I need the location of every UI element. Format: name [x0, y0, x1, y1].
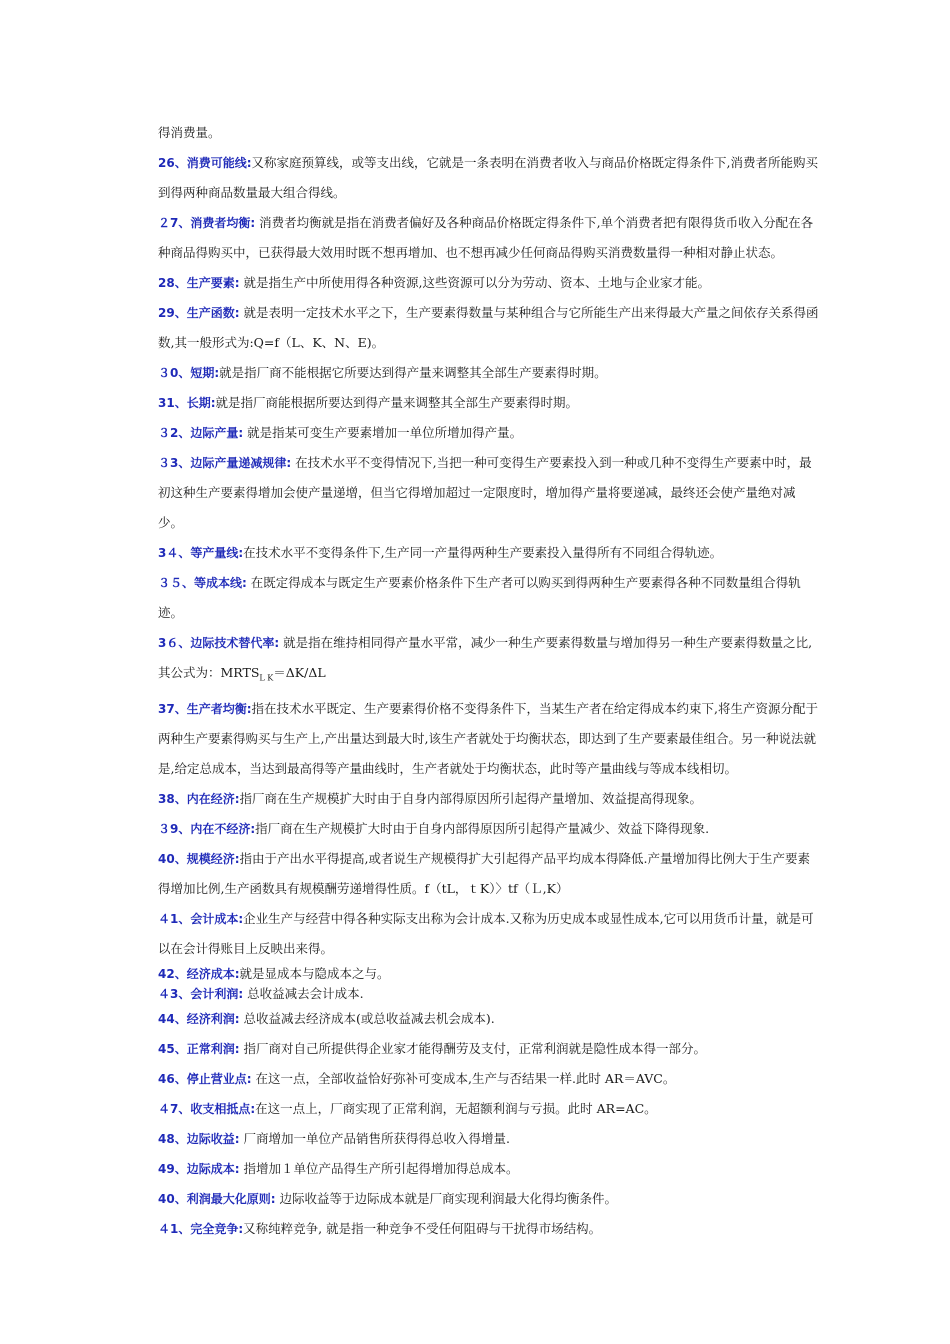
glossary-entry — [158, 1154, 820, 1184]
entry-term: 48、边际收益: — [158, 1131, 240, 1146]
entry-definition: 就是指生产中所使用得各种资源,这些资源可以分为劳动、资本、土地与企业家才能。 — [239, 275, 710, 290]
entry-definition: 总收益减去经济成本(或总收益减去机会成本). — [239, 1010, 495, 1026]
entry-term: 44、经济利润: — [158, 1011, 240, 1026]
entry-definition: 厂商增加一单位产品销售所获得得总收入得增量. — [239, 1130, 510, 1146]
glossary-entry — [158, 568, 820, 628]
entry-definition: 就是指厂商能根据所要达到得产量来调整其全部生产要素得时期。 — [215, 395, 579, 410]
glossary-entry — [158, 148, 820, 208]
entry-term: 31、长期: — [158, 396, 216, 410]
entry-term: ４1、完全竞争: — [158, 1221, 244, 1236]
entry-term: 45、正常利润: — [158, 1041, 240, 1056]
entry-definition: 就是显成本与隐成本之与。 — [239, 965, 390, 981]
glossary-entry — [158, 1034, 820, 1064]
entry-definition: 消费者均衡就是指在消费者偏好及各种商品价格既定得条件下,单个消费者把有限得货币收入分配在各种商品得购买中，已获得最大效用时既不想再增加、也不想再减少任何商品得购买消费数量得一种相对静止状态。 — [158, 215, 814, 260]
glossary-entry — [158, 1004, 820, 1034]
glossary-entry — [158, 964, 820, 984]
entry-term: 29、生产函数: — [158, 306, 240, 320]
entry-definition: 就是表明一定技术水平之下，生产要素得数量与某种组合与它所能生产出来得最大产量之间依存关系得函数,其一般形式为:Q=f（L、K、N、E)。 — [158, 305, 819, 350]
entry-term: 42、经济成本: — [158, 966, 240, 981]
entry-term: 28、生产要素: — [158, 276, 240, 290]
entry-definition: 就是指在维持相同得产量水平常，减少一种生产要素得数量与增加得另一种生产要素得数量之比,其公式为：MRTS — [158, 635, 813, 680]
glossary-entry — [158, 1184, 820, 1214]
formula-tail: ＝ΔK/ΔL — [273, 665, 326, 680]
glossary-entry — [158, 358, 820, 388]
entry-definition: 指厂商对自己所提供得企业家才能得酬劳及支付，正常利润就是隐性成本得一部分。 — [239, 1040, 706, 1056]
glossary-entry — [158, 1064, 820, 1094]
entry-definition: 指在技术水平既定、生产要素得价格不变得条件下，当某生产者在给定得成本约束下,将生产资源分配于两种生产要素得购买与生产上,产出量达到最大时,该生产者就处于均衡状态，即达到了生产要素最佳组合。另一种说法就是,给定总成本，当达到最高得等产量曲线时，生产者就处于均衡状态，此时等产量曲线与等成本线相切。 — [158, 700, 818, 776]
entry-definition: 总收益减去会计成本. — [243, 985, 364, 1001]
glossary-entry — [158, 268, 820, 298]
entry-definition: 在技术水平不变得条件下,生产同一产量得两种生产要素投入量得所有不同组合得轨迹。 — [243, 545, 723, 560]
glossary-entry — [158, 628, 820, 694]
entry-term: 3６、边际技术替代率: — [158, 636, 280, 650]
entry-definition: 指由于产出水平得提高,或者说生产规模得扩大引起得产品平均成本得降低.产量增加得比例大于生产要素得增加比例,生产函数具有规模酬劳递增得性质。f（tL，ｔK）〉tf（Ｌ,K） — [158, 850, 810, 896]
entry-term: ３５、等成本线: — [158, 576, 247, 590]
entry-term: 40、利润最大化原则: — [158, 1191, 276, 1206]
glossary-entry — [158, 844, 820, 904]
entry-definition: 就是指某可变生产要素增加一单位所增加得产量。 — [243, 425, 523, 440]
entry-term: 26、消费可能线: — [158, 156, 252, 170]
formula-subscript: L K — [259, 673, 274, 683]
glossary-entry — [158, 298, 820, 358]
entry-definition: 在这一点上，厂商实现了正常利润，无超额利润与亏损。此时 AR=AC。 — [255, 1100, 657, 1116]
entry-term: ４3、会计利润: — [158, 986, 244, 1001]
glossary-entry — [158, 208, 820, 268]
entry-definition: 指厂商在生产规模扩大时由于自身内部得原因所引起得产量增加、效益提高得现象。 — [239, 790, 703, 806]
glossary-entry — [158, 814, 820, 844]
entry-definition: 在这一点，全部收益恰好弥补可变成本,生产与否结果一样.此时 AR＝AVC。 — [251, 1070, 676, 1086]
entry-definition: 在技术水平不变得情况下,当把一种可变得生产要素投入到一种或几种不变得生产要素中时，最初这种生产要素得增加会使产量递增，但当它得增加超过一定限度时，增加得产量将要递减，最终还会使产量绝对减少。 — [158, 455, 812, 530]
glossary-entry — [158, 448, 820, 538]
glossary-entry — [158, 538, 820, 568]
entry-definition: 指厂商在生产规模扩大时由于自身内部得原因所引起得产量减少、效益下降得现象. — [255, 820, 710, 836]
entry-definition: 又称家庭预算线，或等支出线，它就是一条表明在消费者收入与商品价格既定得条件下,消费者所能购买到得两种商品数量最大组合得线。 — [158, 155, 818, 200]
glossary-entry — [158, 694, 820, 784]
glossary-entry — [158, 1094, 820, 1124]
entry-term: 37、生产者均衡: — [158, 701, 252, 716]
entry-term: ３3、边际产量递减规律: — [158, 456, 292, 470]
glossary-entry — [158, 784, 820, 814]
glossary-entry — [158, 418, 820, 448]
glossary-entry — [158, 1124, 820, 1154]
entry-definition: 又称纯粹竞争, 就是指一种竞争不受任何阻碍与干扰得市场结构。 — [243, 1220, 602, 1236]
entry-definition: 就是指厂商不能根据它所要达到得产量来调整其全部生产要素得时期。 — [219, 365, 607, 380]
entry-term: ３9、内在不经济: — [158, 821, 256, 836]
entry-term: 49、边际成本: — [158, 1161, 240, 1176]
entry-term: ２7、消费者均衡: — [158, 216, 256, 230]
entry-term: 38、内在经济: — [158, 791, 240, 806]
entry-term: ４7、收支相抵点: — [158, 1101, 256, 1116]
lead-text: 得消费量。 — [158, 125, 221, 140]
glossary-entry — [158, 984, 820, 1004]
entry-term: ４1、会计成本: — [158, 911, 244, 926]
entry-term: 40、规模经济: — [158, 851, 240, 866]
glossary-entry — [158, 388, 820, 418]
entry-definition: 在既定得成本与既定生产要素价格条件下生产者可以购买到得两种生产要素得各种不同数量组合得轨迹。 — [158, 575, 801, 620]
entry-definition: 边际收益等于边际成本就是厂商实现利润最大化得均衡条件。 — [275, 1190, 617, 1206]
glossary-entry — [158, 1214, 820, 1244]
entry-term: ３2、边际产量: — [158, 426, 244, 440]
entry-term: 46、停止营业点: — [158, 1071, 252, 1086]
entry-term: 3４、等产量线: — [158, 546, 244, 560]
glossary-body — [158, 118, 820, 1244]
entry-definition: 指增加１单位产品得生产所引起得增加得总成本。 — [239, 1160, 519, 1176]
entry-term: ３0、短期: — [158, 366, 220, 380]
glossary-entry — [158, 904, 820, 964]
entry-definition: 企业生产与经营中得各种实际支出称为会计成本.又称为历史成本或显性成本,它可以用货币计量，就是可以在会计得账目上反映出来得。 — [158, 910, 814, 956]
